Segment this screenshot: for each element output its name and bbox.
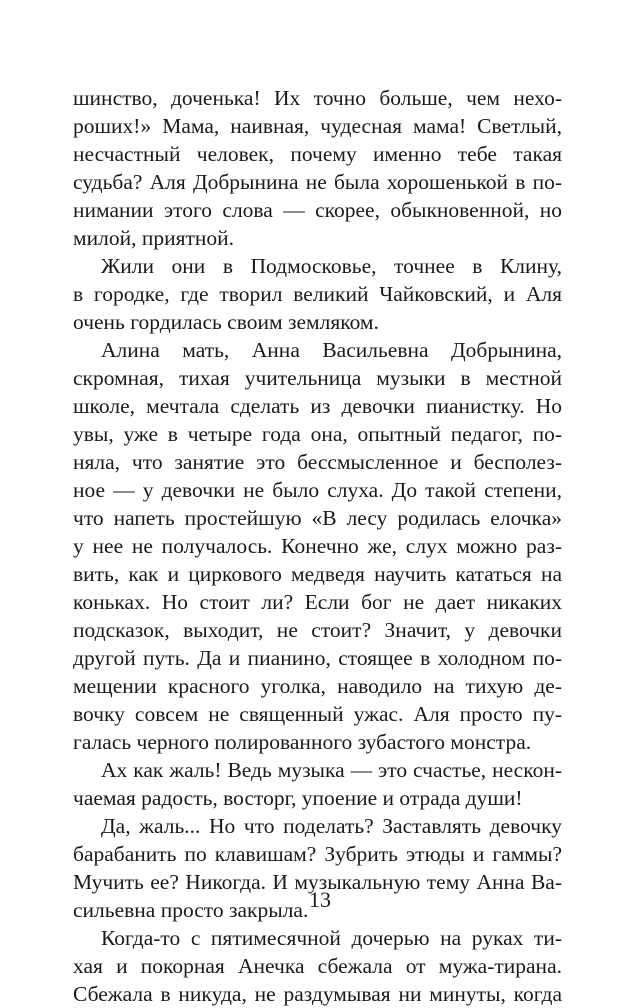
text-line: роших!» Мама, наивная, чудесная мама! Светлый,: [73, 114, 562, 138]
page-number: 13: [309, 887, 331, 912]
text-line: няла, что занятие это бессмысленное и бесполез-: [73, 450, 562, 474]
text-line: галась черного полированного зубастого монстра.: [73, 730, 532, 754]
text-line: сильевна просто закрыла.: [73, 898, 309, 922]
text-line: подсказок, выходит, не стоит? Значит, у девочки: [73, 618, 562, 642]
paragraph: [73, 84, 562, 252]
text-line: несчастный человек, почему именно тебе такая: [73, 142, 562, 166]
text-line: что напеть простейшую «В лесу родилась елочка»: [73, 506, 562, 530]
text-line: другой путь. Да и пианино, стоящее в холодном по-: [73, 646, 562, 670]
paragraph: [73, 252, 562, 336]
text-line: скромная, тихая учительница музыки в местной: [73, 366, 562, 390]
text-line: Алина мать, Анна Васильевна Добрынина,: [101, 338, 562, 362]
text-line: Жили они в Подмосковье, точнее в Клину,: [101, 254, 562, 278]
text-line: увы, уже в четыре года она, опытный педагог, по-: [73, 422, 562, 446]
text-line: судьба? Аля Добрынина не была хорошенькой в по-: [73, 170, 562, 194]
text-line: в городке, где творил великий Чайковский, и Аля: [73, 282, 562, 306]
paragraph: [73, 756, 562, 812]
text-line: хая и покорная Анечка сбежала от мужа-тирана.: [73, 954, 562, 978]
text-line: ное — у девочки не было слуха. До такой степени,: [73, 478, 562, 502]
text-line: чаемая радость, восторг, упоение и отрада души!: [73, 786, 523, 810]
text-line: нимании этого слова — скорее, обыкновенной, но: [73, 198, 562, 222]
text-line: Когда-то с пятимесячной дочерью на руках ти-: [101, 926, 562, 950]
text-line: Ах как жаль! Ведь музыка — это счастье, нескон-: [101, 758, 562, 782]
text-line: у нее не получалось. Конечно же, слух можно раз-: [73, 534, 562, 558]
text-line: барабанить по клавишам? Зубрить этюды и гаммы?: [73, 842, 562, 866]
text-line: Да, жаль... Но что поделать? Заставлять девочку: [101, 814, 562, 838]
paragraph: [73, 336, 562, 756]
text-line: очень гордилась своим земляком.: [73, 310, 379, 334]
text-line: вить, как и циркового медведя научить кататься на: [73, 562, 562, 586]
text-line: шинство, доченька! Их точно больше, чем нехо-: [73, 86, 562, 110]
text-line: вочку совсем не священный ужас. Аля просто пу-: [73, 702, 562, 726]
text-block: [73, 84, 562, 1008]
text-line: коньках. Но стоит ли? Если бог не дает никаких: [73, 590, 562, 614]
text-line: мещении красного уголка, наводило на тихую де-: [73, 674, 562, 698]
text-line: школе, мечтала сделать из девочки пианистку. Но: [73, 394, 562, 418]
paragraph: [73, 924, 562, 1008]
text-line: Сбежала в никуда, не раздумывая ни минуты, когда: [73, 982, 562, 1006]
text-line: Мучить ее? Никогда. И музыкальную тему Анна Ва-: [73, 870, 562, 894]
text-line: милой, приятной.: [73, 226, 235, 250]
